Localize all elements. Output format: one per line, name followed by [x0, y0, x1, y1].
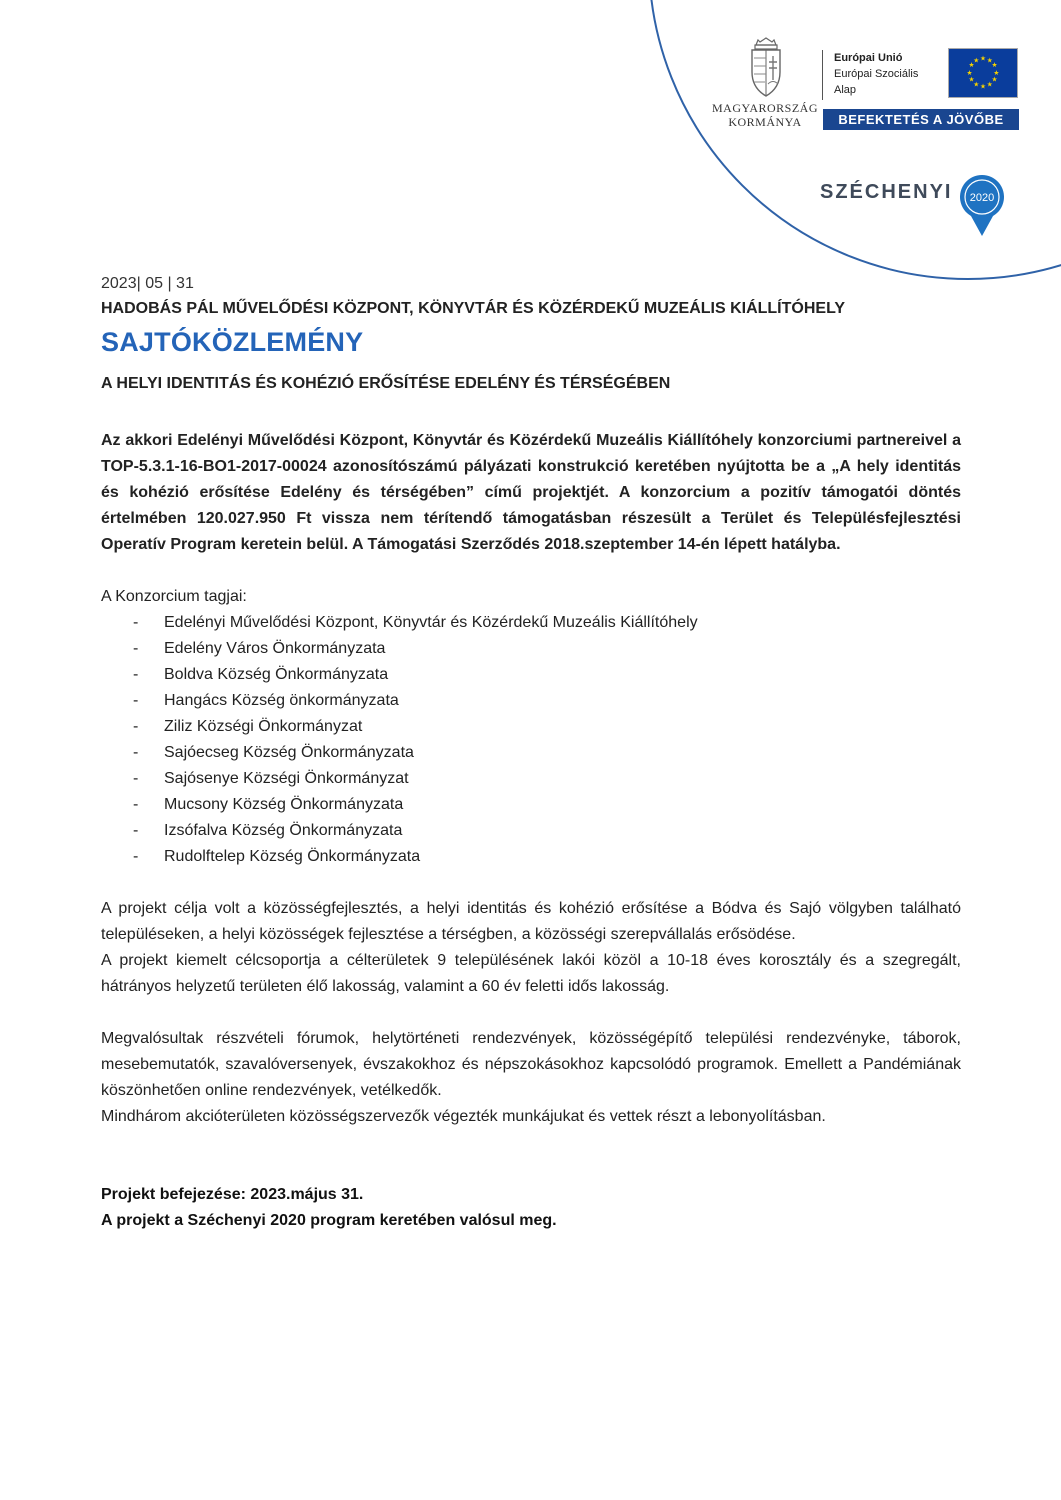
member-name: Mucsony Község Önkormányzata — [164, 796, 404, 813]
list-item — [101, 818, 961, 844]
list-item — [101, 688, 961, 714]
eu-fund-line2: Alap — [834, 84, 857, 96]
svg-text:★: ★ — [991, 61, 998, 70]
svg-text:★: ★ — [973, 80, 980, 89]
program-statement: A projekt a Széchenyi 2020 program keretében valósul meg. — [101, 1212, 557, 1229]
list-bullet: - — [133, 770, 139, 787]
list-bullet: - — [133, 848, 139, 865]
completion-date: Projekt befejezése: 2023.május 31. — [101, 1186, 364, 1203]
svg-text:★: ★ — [986, 80, 993, 89]
page-title: SAJTÓKÖZLEMÉNY — [101, 327, 364, 357]
list-item — [101, 766, 961, 792]
members-heading: A Konzorcium tagjai: — [101, 588, 247, 605]
list-bullet: - — [133, 796, 139, 813]
target-group-paragraph: A projekt kiemelt célcsoportja a célterületek 9 településének lakói közöl a 10-18 éves korosztály és a szegregált, hátrányos helyzetű területen élő lakosság, valamint a 60 év feletti idős lakosság. — [101, 952, 961, 995]
member-name: Izsófalva Község Önkormányzata — [164, 822, 403, 839]
list-item — [101, 714, 961, 740]
svg-text:★: ★ — [993, 68, 1000, 77]
events-paragraph: Megvalósultak részvételi fórumok, helytörténeti rendezvények, közösségépítő települési rendezvényke, táborok, mesebemutatók, szavalóversenyek, évszakokhoz és népszokásokhoz kapcsolódó programok. Emellett a Pandémiának köszönhetően online rendezvények, vetélkedők. — [101, 1030, 961, 1099]
member-name: Edelényi Művelődési Központ, Könyvtár és Közérdekű Muzeális Kiállítóhely — [164, 614, 698, 631]
svg-text:★: ★ — [979, 82, 987, 91]
list-item — [101, 662, 961, 688]
list-bullet: - — [133, 718, 139, 735]
intro-paragraph: Az akkori Edelényi Művelődési Központ, Könyvtár és Közérdekű Muzeális Kiállítóhely konzorciumi partnereivel a TOP-5.3.1-16-BO1-2017-00024 azonosítószámú pályázati konstrukció keretében nyújtotta be a „A hely identitás és kohézió erősítése Edelény és térségében” című projektjét. A konzorcium a pozitív támogatói döntés értelmében 120.027.950 Ft vissza nem térítendő támogatásban részesült a Terület és Településfejlesztési Operatív Program keretein belül. A Támogatási Szerződés 2018.szeptember 14-én lépett hatályba. — [101, 432, 961, 553]
member-name: Hangács Község önkormányzata — [164, 692, 399, 709]
member-name: Ziliz Községi Önkormányzat — [164, 718, 363, 735]
list-bullet: - — [133, 692, 139, 709]
closing-section — [101, 1182, 961, 1234]
decorative-arc — [648, 0, 1061, 280]
eu-flag-icon — [948, 48, 1018, 98]
szechenyi-year: 2020 — [969, 192, 995, 204]
list-bullet: - — [133, 666, 139, 683]
government-line2: KORMÁNYA — [728, 115, 802, 129]
svg-text:★: ★ — [968, 75, 975, 84]
member-name: Rudolftelep Község Önkormányzata — [164, 848, 421, 865]
list-bullet: - — [133, 640, 139, 657]
organizers-paragraph: Mindhárom akcióterületen közösségszervezők végezték munkájukat és vettek részt a lebonyolításban. — [101, 1108, 826, 1125]
location-pin-icon — [956, 172, 1008, 238]
logo-divider — [822, 50, 823, 100]
member-name: Sajóecseg Község Önkormányzata — [164, 744, 414, 761]
list-item — [101, 610, 961, 636]
list-item — [101, 792, 961, 818]
goal-paragraph: A projekt célja volt a közösségfejlesztés, a helyi identitás és kohézió erősítése a Bódva és Sajó völgyben található településeken, a helyi közösségek fejlesztése a térségben, a közösségi szerepvállalás erősödése. — [101, 900, 961, 943]
svg-text:★: ★ — [968, 61, 975, 70]
member-name: Edelény Város Önkormányzata — [164, 640, 386, 657]
member-name: Boldva Község Önkormányzata — [164, 666, 389, 683]
svg-text:★: ★ — [986, 56, 993, 65]
government-name — [710, 101, 820, 129]
document-subtitle: A HELYI IDENTITÁS ÉS KOHÉZIÓ ERŐSÍTÉSE EDELÉNY ÉS TÉRSÉGÉBEN — [101, 375, 671, 392]
list-bullet: - — [133, 744, 139, 761]
document-date: 2023| 05 | 31 — [101, 275, 194, 292]
list-bullet: - — [133, 822, 139, 839]
list-item — [101, 636, 961, 662]
svg-text:★: ★ — [973, 56, 980, 65]
organization-name: HADOBÁS PÁL MŰVELŐDÉSI KÖZPONT, KÖNYVTÁR ÉS KÖZÉRDEKŰ MUZEÁLIS KIÁLLÍTÓHELY — [101, 300, 846, 317]
member-name: Sajósenye Községi Önkormányzat — [164, 770, 409, 787]
list-bullet: - — [133, 614, 139, 631]
svg-text:★: ★ — [966, 68, 973, 77]
coat-of-arms-icon — [744, 36, 788, 100]
svg-text:★: ★ — [979, 54, 987, 63]
eu-text-block — [834, 50, 918, 98]
list-item — [101, 844, 961, 870]
eu-slogan-banner: BEFEKTETÉS A JÖVŐBE — [823, 109, 1019, 130]
members-list — [101, 610, 961, 870]
szechenyi-label: SZÉCHENYI — [820, 181, 953, 203]
document-body — [101, 272, 961, 1234]
eu-name: Európai Unió — [834, 52, 903, 64]
government-line1: MAGYARORSZÁG — [711, 101, 818, 115]
eu-fund-line1: Európai Szociális — [834, 68, 919, 80]
goal-section — [101, 896, 961, 1000]
list-item — [101, 740, 961, 766]
svg-text:★: ★ — [991, 75, 998, 84]
events-section — [101, 1026, 961, 1130]
